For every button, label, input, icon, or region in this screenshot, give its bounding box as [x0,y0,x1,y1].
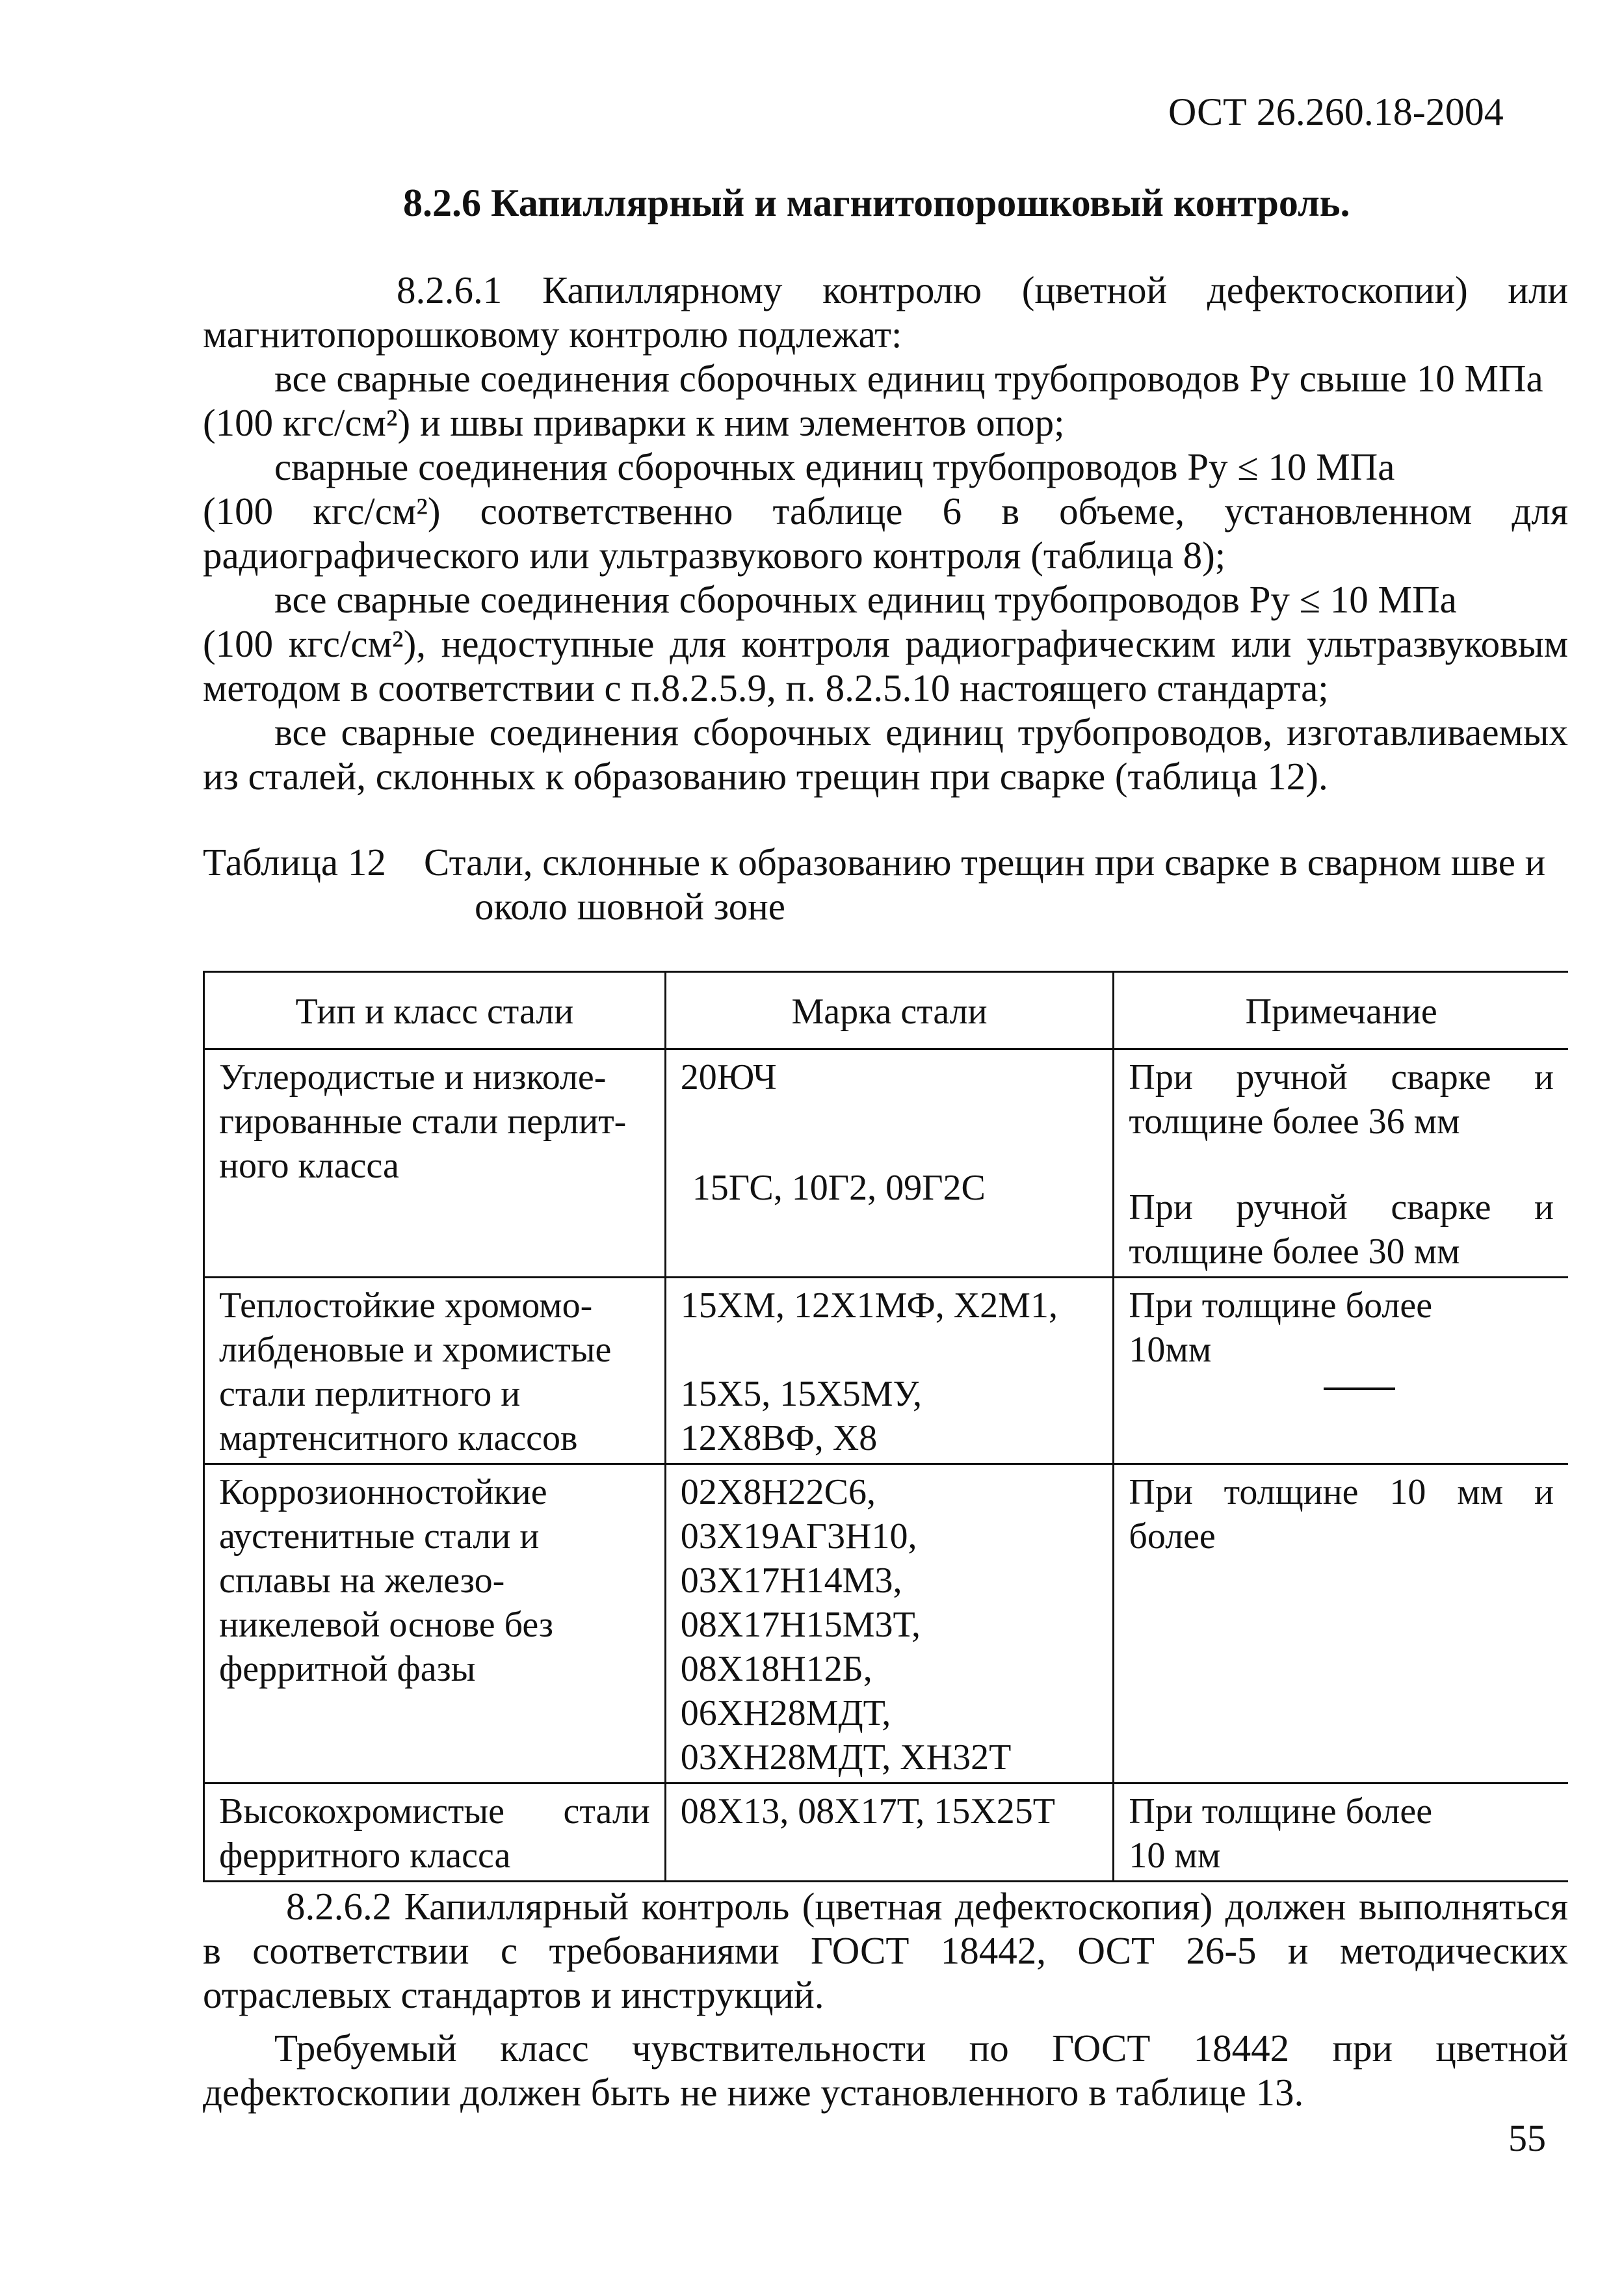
note-cell [1114,1783,1568,1882]
steel-type-cell [204,1464,666,1783]
column-header-type: Тип и класс стали [204,972,666,1049]
steel-type-cell [204,1278,666,1464]
paragraph-line: в соответствии с требованиями ГОСТ 18442, ОСТ 26-5 и методических [203,1929,1568,1972]
cell-text: толщине более 30 мм [1129,1231,1460,1272]
cell-text: ферритной фазы [219,1649,476,1689]
cell-text: 03ХН28МДТ, ХН32Т [680,1737,1012,1778]
cell-text: При ручной сварке и [1129,1057,1554,1098]
cell-text: ферритного класса [219,1835,511,1876]
page-number: 55 [1508,2117,1546,2159]
cell-text: 15ХМ, 12Х1МФ, Х2М1, [680,1285,1058,1326]
steel-type-cell [204,1049,666,1278]
paragraph-line: (100 кгс/см²) и швы приварки к ним элементов опор; [203,401,1065,444]
note-cell [1114,1278,1568,1464]
cell-text: 15ГС, 10Г2, 09Г2С [692,1168,986,1208]
table-row [204,1278,1569,1464]
cell-text: Высокохромистые стали [219,1791,650,1832]
table-row [204,1783,1569,1882]
table-caption-title: Стали, склонные к образованию трещин при сварке в сварном шве и [424,841,1546,884]
cell-text: либденовые и хромистые [219,1330,612,1370]
paragraph-line: сварные соединения сборочных единиц трубопроводов Pу ≤ 10 МПа [274,445,1395,488]
column-header-grade: Марка стали [665,972,1114,1049]
steel-grade-cell [665,1464,1114,1783]
table-header-row [204,972,1569,1049]
cell-text: 10 мм [1129,1835,1221,1876]
section-heading: 8.2.6 Капиллярный и магнитопорошковый контроль. [403,181,1350,224]
column-header-note: Примечание [1114,972,1568,1049]
paragraph-line: 8.2.6.2 Капиллярный контроль (цветная дефектоскопия) должен выполняться [286,1885,1568,1928]
cell-text: стали перлитного и [219,1374,521,1414]
cell-text: При толщине 10 мм и [1129,1472,1554,1512]
cell-text: 02Х8Н22С6, [680,1472,876,1512]
table-caption-title-cont: около шовной зоне [475,885,785,928]
paragraph-line: магнитопорошковому контролю подлежат: [203,313,902,356]
note-cell [1114,1049,1568,1278]
cell-text: аустенитные стали и [219,1516,540,1557]
cell-text: более [1129,1516,1216,1557]
steel-grade-cell [665,1049,1114,1278]
cell-text: При ручной сварке и [1129,1187,1554,1228]
cell-text: ного класса [219,1146,399,1186]
paragraph-line: дефектоскопии должен быть не ниже установленного в таблице 13. [203,2071,1304,2114]
empty-note-dash [1324,1387,1395,1390]
cell-text: 20ЮЧ [680,1057,777,1098]
cell-text: сплавы на железо- [219,1560,505,1601]
paragraph-line: все сварные соединения сборочных единиц трубопроводов Pу ≤ 10 МПа [274,578,1457,621]
paragraph-line: радиографического или ультразвукового контроля (таблица 8); [203,534,1226,577]
cell-text: 06ХН28МДТ, [680,1693,891,1733]
paragraph-line: (100 кгс/см²), недоступные для контроля радиографическим или ультразвуковым [203,622,1568,665]
cell-text: никелевой основе без [219,1605,554,1645]
table-caption-label: Таблица 12 [203,841,386,884]
cell-text: При толщине более [1129,1285,1433,1326]
cell-text: Углеродистые и низколе- [219,1057,607,1098]
note-cell [1114,1464,1568,1783]
steel-grade-cell [665,1783,1114,1882]
table-row [204,1464,1569,1783]
document-code: ОСТ 26.260.18-2004 [1168,90,1504,133]
cell-text: 12Х8ВФ, Х8 [680,1418,878,1458]
cell-text: Коррозионностойкие [219,1472,547,1512]
paragraph-line: все сварные соединения сборочных единиц трубопроводов, изготавливаемых [274,711,1568,754]
cell-text: 08Х18Н12Б, [680,1649,872,1689]
paragraph-line: методом в соответствии с п.8.2.5.9, п. 8.2.5.10 настоящего стандарта; [203,666,1329,709]
cell-text: 15Х5, 15Х5МУ, [680,1374,922,1414]
cell-text: При толщине более [1129,1791,1433,1832]
paragraph-line: Требуемый класс чувствительности по ГОСТ 18442 при цветной [274,2027,1568,2070]
paragraph-line: (100 кгс/см²) соответственно таблице 6 в объеме, установленном для [203,490,1568,533]
paragraph-line: из сталей, склонных к образованию трещин при сварке (таблица 12). [203,755,1328,798]
cell-text: 08Х17Н15М3Т, [680,1605,921,1645]
cell-text: Теплостойкие хромомо- [219,1285,593,1326]
cell-text: мартенситного классов [219,1418,578,1458]
cell-text: 10мм [1129,1330,1212,1370]
paragraph-line: отраслевых стандартов и инструкций. [203,1973,824,2016]
paragraph-line: все сварные соединения сборочных единиц трубопроводов Pу свыше 10 МПа [274,357,1543,400]
steel-type-cell [204,1783,666,1882]
cell-text: 08Х13, 08Х17Т, 15Х25Т [680,1791,1055,1832]
table-row [204,1049,1569,1278]
cell-text: толщине более 36 мм [1129,1101,1460,1142]
steel-table [203,971,1568,1882]
steel-grade-cell [665,1278,1114,1464]
cell-text: гированные стали перлит- [219,1101,627,1142]
paragraph-line: 8.2.6.1 Капиллярному контролю (цветной дефектоскопии) или [397,269,1568,311]
cell-text: 03Х19АГ3Н10, [680,1516,917,1557]
cell-text: 03Х17Н14М3, [680,1560,902,1601]
